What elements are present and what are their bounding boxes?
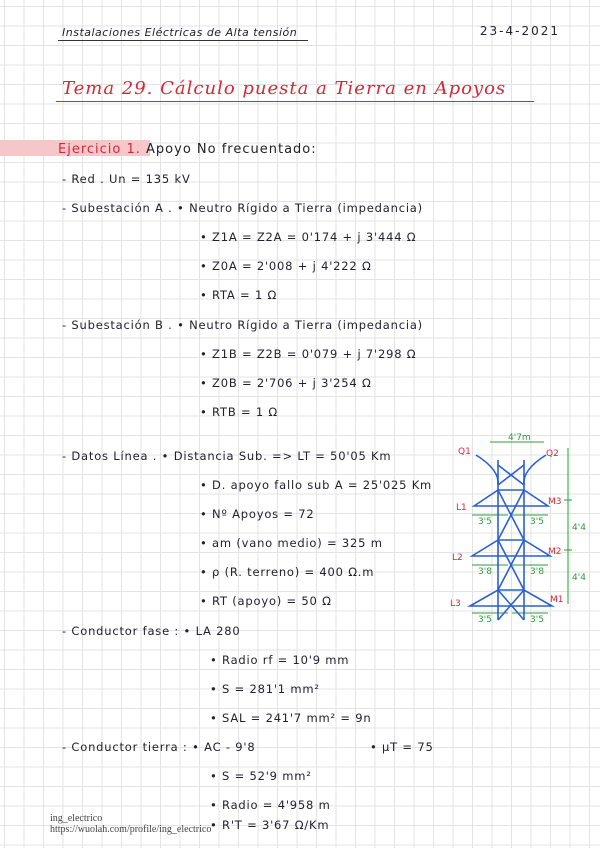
line-rta: • RTA = 1 Ω [200, 288, 278, 302]
label-m2: M2 [548, 547, 562, 557]
label-l1: L1 [456, 503, 467, 513]
dim-right-3: 3'5 [530, 615, 544, 625]
line-resistividad: • ρ (R. terreno) = 400 Ω.m [200, 565, 375, 579]
line-seccion-fase: • S = 281'1 mm² [210, 682, 320, 696]
line-z0a: • Z0A = 2'008 + j 4'222 Ω [200, 259, 372, 273]
header-subject: Instalaciones Eléctricas de Alta tensión [62, 26, 298, 39]
label-m3: M3 [548, 497, 562, 507]
dim-top: 4'7m [508, 433, 531, 443]
dim-left-2: 3'8 [478, 567, 492, 577]
watermark-user: ing_electrico [50, 813, 103, 824]
line-red: - Red . Un = 135 kV [62, 172, 191, 186]
line-z0b: • Z0B = 2'706 + j 3'254 Ω [200, 376, 372, 390]
header-underline [58, 40, 308, 41]
line-sub-b: - Subestación B . • Neutro Rígido a Tierra (impedancia) [62, 318, 423, 332]
line-conductor-fase: - Conductor fase : • LA 280 [62, 624, 241, 638]
page-title: Tema 29. Cálculo puesta a Tierra en Apoyos [62, 78, 507, 99]
line-z1a: • Z1A = Z2A = 0'174 + j 3'444 Ω [200, 230, 417, 244]
line-seccion-al: • SAL = 241'7 mm² = 9n [210, 711, 372, 725]
line-radio-tierra: • Radio = 4'958 m [210, 798, 331, 812]
tower-diagram [440, 430, 590, 630]
side-note-mu: • μT = 75 [370, 740, 434, 754]
line-z1b: • Z1B = Z2B = 0'079 + j 7'298 Ω [200, 347, 417, 361]
label-l3: L3 [450, 599, 461, 609]
dim-height-2: 4'4 [572, 573, 586, 583]
line-sub-a: - Subestación A . • Neutro Rígido a Tierra (impedancia) [62, 201, 423, 215]
dim-right-1: 3'5 [530, 517, 544, 527]
exercise-heading [58, 142, 317, 157]
line-conductor-tierra: - Conductor tierra : • AC - 9'8 [62, 740, 256, 754]
title-underline [56, 101, 534, 102]
dim-height-1: 4'4 [572, 523, 586, 533]
line-vano-medio: • am (vano medio) = 325 m [200, 536, 383, 550]
line-radio-fase: • Radio rf = 10'9 mm [210, 653, 350, 667]
line-datos-linea: - Datos Línea . • Distancia Sub. => LT = 50'05 Km [62, 449, 392, 463]
line-rtb: • RTB = 1 Ω [200, 405, 279, 419]
line-apoyo-fallo: • D. apoyo fallo sub A = 25'025 Km [200, 478, 433, 492]
line-rt-tierra: • R'T = 3'67 Ω/Km [210, 818, 330, 832]
label-m1: M1 [550, 595, 564, 605]
label-q2: Q2 [546, 449, 559, 459]
dim-left-3: 3'5 [478, 615, 492, 625]
watermark-url[interactable]: https://wuolah.com/profile/ing_electrico [50, 824, 212, 835]
line-seccion-tierra: • S = 52'9 mm² [210, 769, 312, 783]
dim-left-1: 3'5 [478, 517, 492, 527]
line-num-apoyos: • Nº Apoyos = 72 [200, 507, 315, 521]
label-l2: L2 [452, 553, 463, 563]
dim-right-2: 3'8 [530, 567, 544, 577]
header-date: 23-4-2021 [479, 24, 560, 38]
label-q1: Q1 [458, 447, 471, 457]
line-rt-apoyo: • RT (apoyo) = 50 Ω [200, 594, 332, 608]
exercise-number: Ejercicio 1. [58, 142, 141, 157]
exercise-name: Apoyo No frecuentado: [146, 142, 317, 157]
tower-structure [470, 455, 552, 620]
